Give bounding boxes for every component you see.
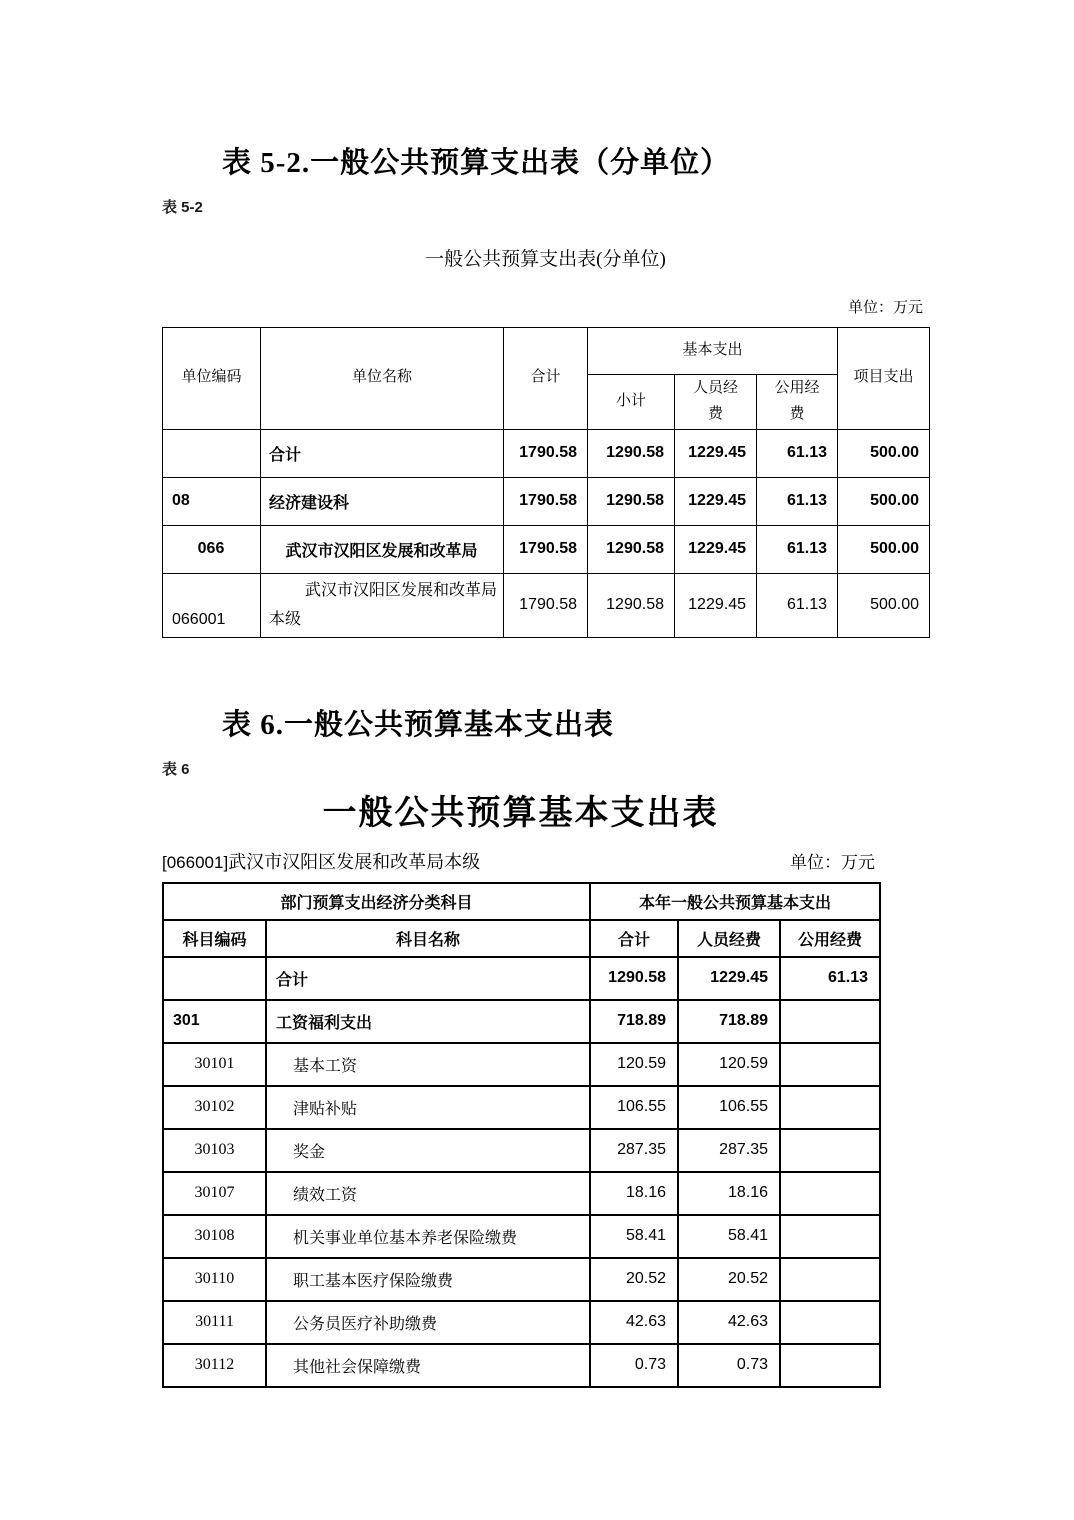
total-cell: 42.63 — [590, 1301, 678, 1344]
table-row-30111 — [163, 1301, 880, 1344]
basic-expenditure-table — [162, 882, 881, 1388]
public-funds-cell — [780, 1215, 880, 1258]
col-subject-name: 科目名称 — [266, 920, 590, 957]
unit-code-cell — [163, 429, 261, 477]
subject-name-cell: 职工基本医疗保险缴费 — [266, 1258, 590, 1301]
subject-code-cell: 30111 — [163, 1301, 266, 1344]
table-6-label: 表 6 — [162, 760, 190, 778]
budget-by-unit-table — [162, 327, 930, 638]
total-cell: 1290.58 — [590, 957, 678, 1000]
org-unit-line — [162, 850, 879, 875]
unit-name-cell: 武汉市汉阳区发展和改革局 — [261, 525, 504, 573]
subject-name-cell: 津贴补贴 — [266, 1086, 590, 1129]
subject-code-cell: 30107 — [163, 1172, 266, 1215]
public-funds-cell — [780, 1043, 880, 1086]
subject-code-cell: 30101 — [163, 1043, 266, 1086]
subject-name-cell: 合计 — [266, 957, 590, 1000]
subject-code-cell — [163, 957, 266, 1000]
total-cell: 1790.58 — [504, 429, 588, 477]
total-cell: 0.73 — [590, 1344, 678, 1387]
total-cell: 120.59 — [590, 1043, 678, 1086]
table-row-unit-066001 — [163, 573, 930, 637]
subject-code-cell: 30108 — [163, 1215, 266, 1258]
table-row-total — [163, 957, 880, 1000]
subject-code-cell: 301 — [163, 1000, 266, 1043]
project-cell: 500.00 — [838, 429, 930, 477]
personnel-cell: 718.89 — [678, 1000, 780, 1043]
unit-name-cell: 经济建设科 — [261, 477, 504, 525]
public-funds-cell: 61.13 — [757, 429, 838, 477]
col-public-funds: 公用经费 — [757, 374, 838, 429]
public-funds-cell — [780, 1344, 880, 1387]
col-unit-name: 单位名称 — [261, 327, 504, 429]
public-funds-cell: 61.13 — [757, 525, 838, 573]
public-funds-cell — [780, 1172, 880, 1215]
total-cell: 20.52 — [590, 1258, 678, 1301]
col-total: 合计 — [590, 920, 678, 957]
personnel-cell: 18.16 — [678, 1172, 780, 1215]
subject-name-cell: 绩效工资 — [266, 1172, 590, 1215]
personnel-cell: 0.73 — [678, 1344, 780, 1387]
col-subtotal: 小计 — [588, 374, 675, 429]
section2-big-title: 一般公共预算基本支出表 — [322, 794, 719, 832]
personnel-cell: 106.55 — [678, 1086, 780, 1129]
subject-name-cell: 工资福利支出 — [266, 1000, 590, 1043]
public-funds-cell: 61.13 — [780, 957, 880, 1000]
table1-subtitle: 一般公共预算支出表(分单位) — [425, 249, 666, 271]
subtotal-cell: 1290.58 — [588, 573, 675, 637]
total-cell: 106.55 — [590, 1086, 678, 1129]
table-row-30112 — [163, 1344, 880, 1387]
table2-header-row-1 — [163, 883, 880, 920]
public-funds-cell: 61.13 — [757, 477, 838, 525]
table1-unit-note: 单位：万元 — [847, 299, 923, 316]
personnel-cell: 1229.45 — [675, 477, 757, 525]
unit-code-cell: 066 — [163, 525, 261, 573]
personnel-cell: 58.41 — [678, 1215, 780, 1258]
subject-name-cell: 基本工资 — [266, 1043, 590, 1086]
table-row-grand-total — [163, 429, 930, 477]
subject-name-cell: 公务员医疗补助缴费 — [266, 1301, 590, 1344]
table2-header-row-2 — [163, 920, 880, 957]
public-funds-cell — [780, 1301, 880, 1344]
unit-code-cell: 066001 — [163, 573, 261, 637]
total-cell: 287.35 — [590, 1129, 678, 1172]
table-row-dept-08 — [163, 477, 930, 525]
col-project: 项目支出 — [838, 327, 930, 429]
table-row-30101 — [163, 1043, 880, 1086]
col-subject-code: 科目编码 — [163, 920, 266, 957]
table-row-30110 — [163, 1258, 880, 1301]
subject-code-cell: 30110 — [163, 1258, 266, 1301]
total-cell: 1790.58 — [504, 525, 588, 573]
org-name: 武汉市汉阳区发展和改革局本级 — [228, 851, 481, 872]
total-cell: 1790.58 — [504, 477, 588, 525]
subject-name-cell: 其他社会保障缴费 — [266, 1344, 590, 1387]
unit-name-cell: 合计 — [261, 429, 504, 477]
table-row-unit-066 — [163, 525, 930, 573]
col-group-basic: 基本支出 — [588, 327, 838, 374]
subject-code-cell: 30103 — [163, 1129, 266, 1172]
subtotal-cell: 1290.58 — [588, 525, 675, 573]
personnel-cell: 287.35 — [678, 1129, 780, 1172]
public-funds-cell — [780, 1000, 880, 1043]
col-group-current-year: 本年一般公共预算基本支出 — [590, 883, 880, 920]
table1-header-row-1 — [163, 327, 930, 374]
section1-title: 表 5-2.一般公共预算支出表（分单位） — [222, 147, 731, 179]
table2-unit-note: 单位：万元 — [790, 852, 875, 872]
public-funds-cell — [780, 1086, 880, 1129]
unit-code-cell: 08 — [163, 477, 261, 525]
table-row-301 — [163, 1000, 880, 1043]
col-personnel: 人员经费 — [675, 374, 757, 429]
personnel-cell: 120.59 — [678, 1043, 780, 1086]
subject-name-cell: 机关事业单位基本养老保险缴费 — [266, 1215, 590, 1258]
subject-code-cell: 30112 — [163, 1344, 266, 1387]
project-cell: 500.00 — [838, 525, 930, 573]
personnel-cell: 1229.45 — [675, 573, 757, 637]
subtotal-cell: 1290.58 — [588, 429, 675, 477]
public-funds-cell: 61.13 — [757, 573, 838, 637]
org-code: [066001] — [162, 852, 229, 872]
subject-code-cell: 30102 — [163, 1086, 266, 1129]
table-row-30108 — [163, 1215, 880, 1258]
personnel-cell: 1229.45 — [678, 957, 780, 1000]
total-cell: 718.89 — [590, 1000, 678, 1043]
project-cell: 500.00 — [838, 573, 930, 637]
section2-title: 表 6.一般公共预算基本支出表 — [222, 708, 615, 741]
public-funds-cell — [780, 1258, 880, 1301]
col-public-funds: 公用经费 — [780, 920, 880, 957]
col-personnel: 人员经费 — [678, 920, 780, 957]
total-cell: 1790.58 — [504, 573, 588, 637]
subtotal-cell: 1290.58 — [588, 477, 675, 525]
table-5-2-label: 表 5-2 — [162, 199, 203, 217]
personnel-cell: 20.52 — [678, 1258, 780, 1301]
personnel-cell: 1229.45 — [675, 429, 757, 477]
subject-name-cell: 奖金 — [266, 1129, 590, 1172]
personnel-cell: 42.63 — [678, 1301, 780, 1344]
total-cell: 18.16 — [590, 1172, 678, 1215]
personnel-cell: 1229.45 — [675, 525, 757, 573]
total-cell: 58.41 — [590, 1215, 678, 1258]
col-total: 合计 — [504, 327, 588, 429]
col-unit-code: 单位编码 — [163, 327, 261, 429]
table-row-30107 — [163, 1172, 880, 1215]
unit-name-cell: 武汉市汉阳区发展和改革局本级 — [261, 573, 504, 637]
col-group-classification: 部门预算支出经济分类科目 — [163, 883, 590, 920]
public-funds-cell — [780, 1129, 880, 1172]
table-row-30102 — [163, 1086, 880, 1129]
org-identifier — [162, 850, 480, 875]
project-cell: 500.00 — [838, 477, 930, 525]
table-row-30103 — [163, 1129, 880, 1172]
